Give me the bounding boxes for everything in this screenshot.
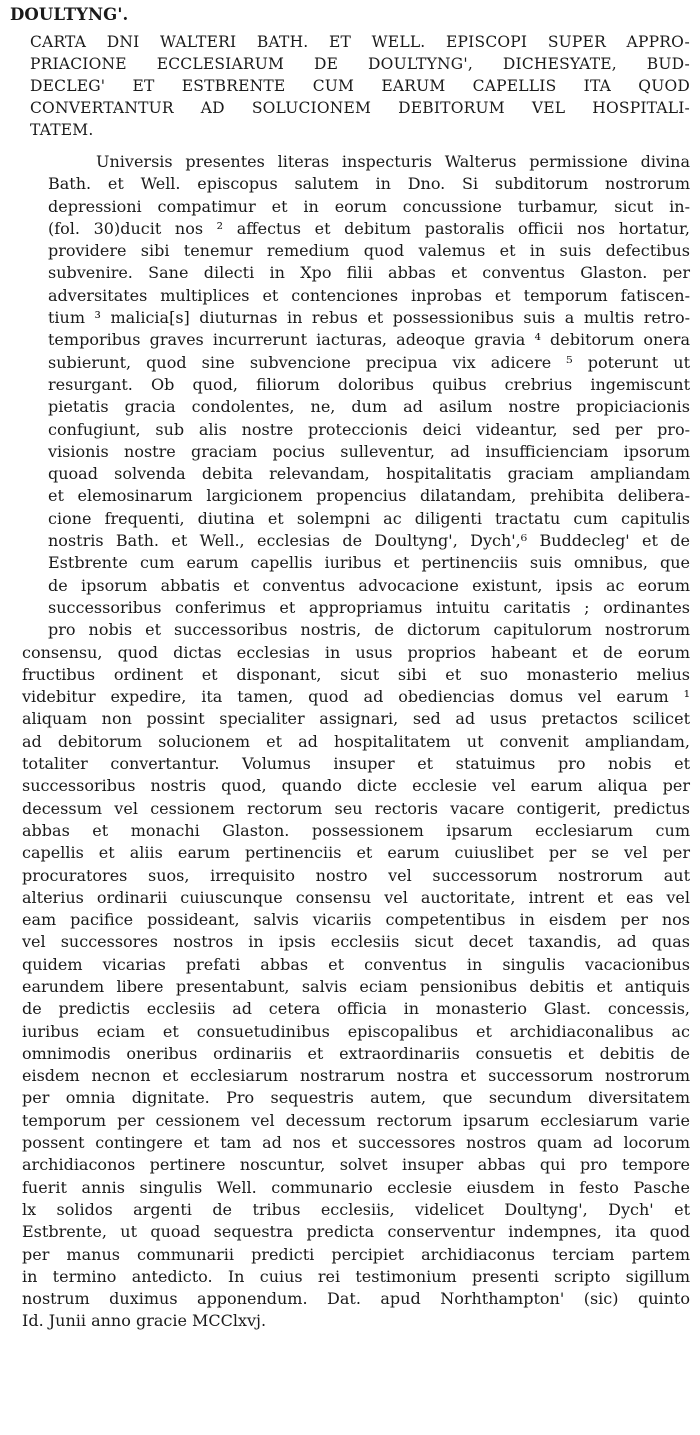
body-line: pro nobis et successoribus nostris, de dictorum capitulorum nostrorum	[48, 620, 690, 640]
charter-body	[10, 151, 690, 1333]
title-line: PRIACIONE ECCLESIARUM DE DOULTYNG', DICHESYATE, BUD-	[30, 55, 690, 73]
body-line: temporum per cessionem vel decessum rectorum ipsarum ecclesiarum varie	[22, 1110, 690, 1130]
body-line: successoribus nostris quod, quando dicte ecclesie vel earum aliqua per	[22, 776, 690, 796]
body-line: Estbrente, ut quoad sequestra predicta conserventur indempnes, ita quod	[22, 1222, 690, 1242]
body-line: nostrum duximus apponendum. Dat. apud Norhthampton' (sic) quinto	[22, 1289, 690, 1309]
body-line: Id. Junii anno gracie MCClxvj.	[22, 1311, 267, 1331]
body-line: nostris Bath. et Well., ecclesias de Doultyng', Dych',⁶ Buddecleg' et de	[48, 531, 690, 551]
body-line: eam pacifice possideant, salvis vicariis competentibus in eisdem per nos	[22, 910, 690, 930]
body-line: procuratores suos, irrequisito nostro vel successorum nostrorum aut	[22, 865, 690, 885]
body-line: alterius ordinarii cuiuscunque consensu vel auctoritate, intrent et eas vel	[22, 887, 690, 907]
page-heading: DOULTYNG'.	[10, 5, 129, 24]
body-line: omnimodis oneribus ordinariis et extraordinariis consuetis et debitis de	[22, 1043, 690, 1063]
body-line: possent contingere et tam ad nos et successores nostros quam ad locorum	[22, 1133, 690, 1153]
body-line: decessum vel cessionem rectorum seu rectoris vacare contigerit, predictus	[22, 798, 690, 818]
body-line: successoribus conferimus et appropriamus intuitu caritatis ; ordinantes	[48, 597, 690, 617]
body-line: adversitates multiplices et contenciones inprobas et temporum fatiscen-	[48, 285, 690, 305]
body-line: aliquam non possint specialiter assignari, sed ad usus pretactos scilicet	[22, 709, 690, 729]
body-line: iuribus eciam et consuetudinibus episcopalibus et archidiaconalibus ac	[22, 1021, 690, 1041]
body-line: consensu, quod dictas ecclesias in usus proprios habeant et de eorum	[22, 642, 690, 662]
charter-title	[30, 31, 690, 141]
body-line: providere sibi tenemur remedium quod valemus et in suis defectibus	[48, 241, 690, 261]
body-line: (fol. 30)ducit nos ² affectus et debitum pastoralis officii nos hortatur,	[48, 218, 690, 238]
body-line: Universis presentes literas inspecturis Walterus permissione divina	[96, 152, 690, 171]
body-line: Estbrente cum earum capellis iuribus et pertinenciis suis omnibus, que	[48, 553, 690, 573]
title-line: CARTA DNI WALTERI BATH. ET WELL. EPISCOPI SUPER APPRO-	[30, 33, 690, 51]
title-line: CONVERTANTUR AD SOLUCIONEM DEBITORUM VEL HOSPITALI-	[30, 99, 690, 117]
body-line: de predictis ecclesiis ad cetera officia in monasterio Glast. concessis,	[22, 999, 690, 1019]
body-line: vel successores nostros in ipsis ecclesiis sicut decet taxandis, ad quas	[22, 932, 690, 952]
body-line: quoad solvenda debita relevandam, hospitalitatis graciam ampliandam	[48, 464, 690, 484]
body-line: visionis nostre graciam pocius sulleventur, ad insufficienciam ipsorum	[48, 441, 690, 461]
body-line: per manus communarii predicti percipiet archidiaconus terciam partem	[22, 1244, 690, 1264]
body-line: resurgant. Ob quod, filiorum doloribus quibus crebrius ingemiscunt	[48, 374, 690, 394]
body-line: in termino antedicto. In cuius rei testimonium presenti scripto sigillum	[22, 1266, 690, 1286]
body-line: pietatis gracia condolentes, ne, dum ad asilum nostre propiciacionis	[48, 397, 690, 417]
body-line: confugiunt, sub alis nostre proteccionis deici videantur, sed per pro-	[48, 419, 690, 439]
body-line: subierunt, quod sine subvencione precipua vix adicere ⁵ poterunt ut	[48, 352, 690, 372]
body-line: per omnia dignitate. Pro sequestris autem, que secundum diversitatem	[22, 1088, 690, 1108]
body-line: abbas et monachi Glaston. possessionem ipsarum ecclesiarum cum	[22, 820, 690, 840]
body-line: videbitur expedire, ita tamen, quod ad obediencias domus vel earum ¹	[22, 687, 690, 707]
title-line: DECLEG' ET ESTBRENTE CUM EARUM CAPELLIS ITA QUOD	[30, 77, 690, 95]
body-line: archidiaconos pertinere noscuntur, solvet insuper abbas qui pro tempore	[22, 1155, 690, 1175]
body-line: fuerit annis singulis Well. communario ecclesie eiusdem in festo Pasche	[22, 1177, 690, 1197]
body-line: tium ³ malicia[s] diuturnas in rebus et possessionibus suis a multis retro-	[48, 308, 690, 328]
body-line: cione frequenti, diutina et solempni ac diligenti tractatu cum capitulis	[48, 508, 690, 528]
body-line: depressioni compatimur et in eorum concussione turbamur, sicut in-	[48, 196, 690, 216]
body-line: de ipsorum abbatis et conventus advocacione existunt, ipsis ac eorum	[48, 575, 690, 595]
body-line: capellis et aliis earum pertinenciis et earum cuiuslibet per se vel per	[22, 843, 690, 863]
title-line: TATEM.	[30, 121, 94, 139]
body-line: et elemosinarum largicionem propencius dilatandam, prehibita delibera-	[48, 486, 690, 506]
body-line: lx solidos argenti de tribus ecclesiis, videlicet Doultyng', Dych' et	[22, 1199, 690, 1219]
body-line: subvenire. Sane dilecti in Xpo filii abbas et conventus Glaston. per	[48, 263, 690, 283]
body-line: temporibus graves incurrerunt iacturas, adeoque gravia ⁴ debitorum onera	[48, 330, 690, 350]
body-line: fructibus ordinent et disponant, sicut sibi et suo monasterio melius	[22, 664, 690, 684]
body-line: earundem libere presentabunt, salvis eciam pensionibus debitis et antiquis	[22, 976, 690, 996]
body-line: eisdem necnon et ecclesiarum nostrarum nostra et successorum nostrorum	[22, 1066, 690, 1086]
body-line: totaliter convertantur. Volumus insuper et statuimus pro nobis et	[22, 754, 690, 774]
body-line: quidem vicarias prefati abbas et conventus in singulis vacacionibus	[22, 954, 690, 974]
body-line: Bath. et Well. episcopus salutem in Dno. Si subditorum nostrorum	[48, 174, 690, 194]
body-line: ad debitorum solucionem et ad hospitalitatem ut convenit ampliandam,	[22, 731, 690, 751]
